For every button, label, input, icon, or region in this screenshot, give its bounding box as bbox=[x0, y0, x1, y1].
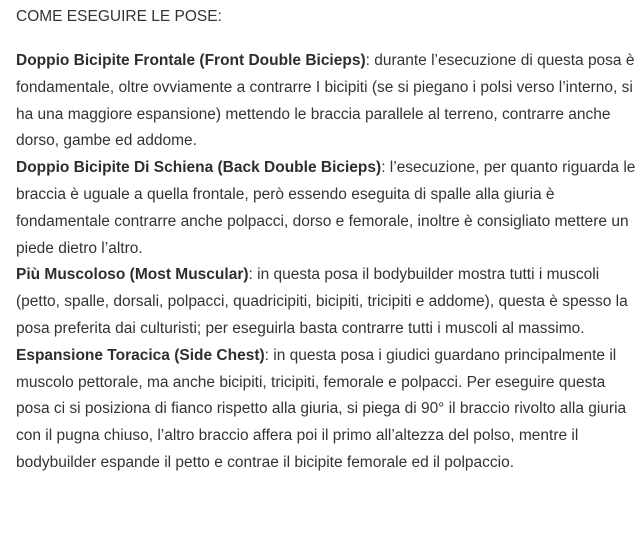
pose-description: : l’esecuzione, per quanto riguarda le braccia è uguale a quella frontale, però essendo eseguita di spalle alla giuria è fondamentale contrarre anche polpacci, dorso e femorale, inoltre è consigliato mettere un piede dietro l’altro. bbox=[16, 159, 636, 257]
pose-most-muscular bbox=[16, 262, 638, 342]
pose-title: Più Muscoloso (Most Muscular) bbox=[16, 266, 249, 284]
pose-back-double-biceps bbox=[16, 155, 638, 262]
pose-title: Espansione Toracica (Side Chest) bbox=[16, 346, 265, 364]
article-body bbox=[16, 0, 638, 477]
pose-description: : durante l’esecuzione di questa posa è fondamentale, oltre ovviamente a contrarre I bicipiti (se si piegano i polsi verso l’interno, si ha una maggiore espansione) mettendo le braccia parallele al terreno, contrarre anche dorso, gambe ed addome. bbox=[16, 52, 635, 150]
pose-description: : in questa posa il bodybuilder mostra tutti i muscoli (petto, spalle, dorsali, polpacci, quadricipiti, bicipiti, tricipiti e addome), questa è spesso la posa preferita dai culturisti; per eseguirla basta contrarre tutti i muscoli al massimo. bbox=[16, 266, 628, 337]
pose-description: : in questa posa i giudici guardano principalmente il muscolo pettorale, ma anche bicipiti, tricipiti, femorale e polpacci. Per eseguire questa posa ci si posiziona di fianco rispetto alla giuria, si piega di 90° il braccio rivolto alla giuria con il pugna chiuso, l’altro braccio affera poi il primo all’altezza del polso, mentre il bodybuilder espande il petto e contrae il bicipite femorale ed il polpaccio. bbox=[16, 346, 627, 471]
pose-front-double-biceps bbox=[16, 48, 638, 155]
pose-side-chest bbox=[16, 343, 638, 477]
paragraph-spacer bbox=[16, 30, 638, 48]
pose-title: Doppio Bicipite Di Schiena (Back Double Bicieps) bbox=[16, 159, 382, 177]
pose-title: Doppio Bicipite Frontale (Front Double Bicieps) bbox=[16, 52, 366, 69]
section-heading: COME ESEGUIRE LE POSE: bbox=[16, 8, 222, 25]
